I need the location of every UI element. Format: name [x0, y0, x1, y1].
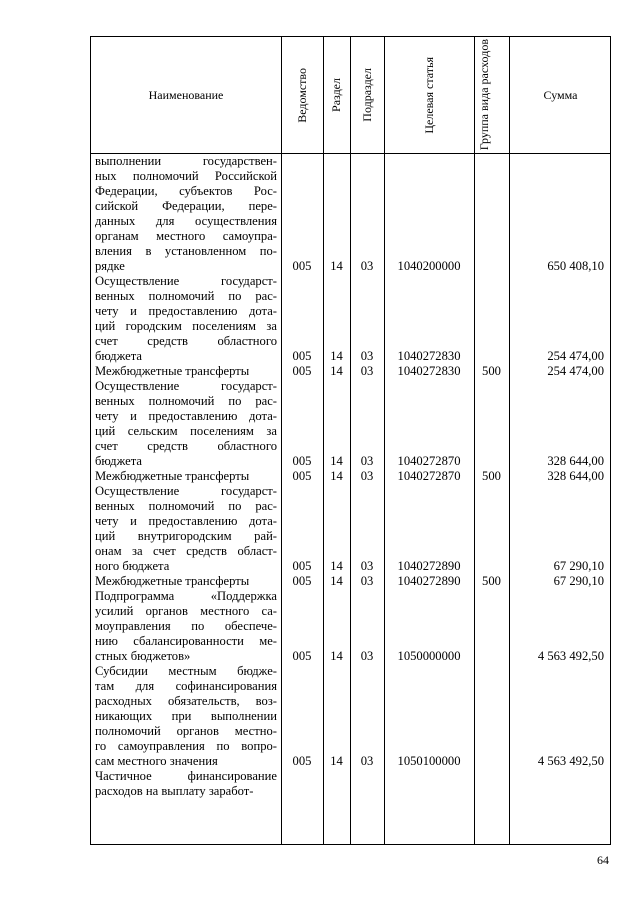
row-raz: 14	[330, 754, 343, 768]
row-name-line: онам за счет средств област-	[95, 544, 277, 558]
row-raz: 14	[330, 259, 343, 273]
row-name-line: ций внутригородским рай-	[95, 529, 277, 543]
row-name-line: Частичное финансирование	[95, 769, 277, 783]
row-name-line: никающих при выполнении	[95, 709, 277, 723]
row-name-line: расходов на выплату заработ-	[95, 784, 254, 798]
row-name	[91, 154, 281, 274]
row-name-line: венных полномочий по рас-	[95, 289, 277, 303]
row-name-line: Межбюджетные трансферты	[95, 364, 250, 378]
page-number: 64	[597, 853, 609, 867]
row-name-line: счет средств областного	[95, 334, 277, 348]
row-name-line: усилий органов местного са-	[95, 604, 277, 618]
row-name-line: Осуществление государст-	[95, 379, 277, 393]
row-name-line: Осуществление государст-	[95, 484, 277, 498]
row-name-line: ций сельским поселениям за	[95, 424, 277, 438]
row-ved: 005	[292, 754, 312, 768]
row-name-line: органам местного самоупра-	[95, 229, 277, 243]
row-ved: 005	[292, 259, 312, 273]
row-name-line: чету и предоставлению дота-	[95, 514, 277, 528]
header-podrazdel-label: Подраздел	[359, 68, 374, 122]
row-ved: 005	[292, 364, 312, 378]
row-raz: 14	[330, 469, 343, 483]
row-raz: 14	[330, 454, 343, 468]
header-razdel-label: Раздел	[329, 78, 343, 112]
row-sum: 650 408,10	[547, 259, 604, 273]
row-ved: 005	[292, 349, 312, 363]
row-grp: 500	[482, 469, 501, 483]
row-name	[91, 574, 281, 589]
row-ved: 005	[292, 574, 312, 588]
column-divider	[509, 37, 510, 844]
row-name-line: рядке	[95, 259, 125, 273]
column-divider	[474, 37, 475, 844]
row-ved: 005	[292, 649, 312, 663]
row-cel: 1040272830	[397, 364, 461, 378]
row-grp: 500	[482, 574, 501, 588]
row-name-line: бюджета	[95, 454, 142, 468]
row-pod: 03	[360, 364, 374, 378]
row-name-line: моуправления по обеспече-	[95, 619, 277, 633]
header-name-label: Наименование	[148, 87, 224, 102]
header-summa	[509, 37, 612, 153]
row-ved: 005	[292, 559, 312, 573]
header-vedomstvo	[281, 37, 323, 153]
row-pod: 03	[360, 259, 374, 273]
row-raz: 14	[330, 349, 343, 363]
column-divider	[384, 37, 385, 844]
row-pod: 03	[360, 754, 374, 768]
row-raz: 14	[330, 364, 343, 378]
row-sum: 67 290,10	[553, 559, 604, 573]
row-grp: 500	[482, 364, 501, 378]
row-cel: 1040272890	[397, 574, 461, 588]
column-divider	[323, 37, 324, 844]
row-name	[91, 589, 281, 664]
row-ved: 005	[292, 469, 312, 483]
header-name	[91, 37, 281, 153]
row-name-line: расходных обязательств, воз-	[95, 694, 277, 708]
row-name-line: бюджета	[95, 349, 142, 363]
header-razdel	[323, 37, 350, 153]
row-cel: 1040272830	[397, 349, 461, 363]
row-name-line: Федерации, субъектов Рос-	[95, 184, 277, 198]
row-name-line: венных полномочий по рас-	[95, 394, 277, 408]
row-name-line: нию сбалансированности ме-	[95, 634, 277, 648]
row-pod: 03	[360, 469, 374, 483]
row-name-line: сийской Федерации, пере-	[95, 199, 277, 213]
row-sum: 328 644,00	[547, 469, 604, 483]
row-cel: 1040200000	[397, 259, 461, 273]
column-divider	[281, 37, 282, 844]
row-name	[91, 664, 281, 769]
row-name-line: Осуществление государст-	[95, 274, 277, 288]
header-celevaya-label: Целевая статья	[421, 56, 436, 134]
row-name	[91, 769, 281, 799]
row-name-line: вления в установленном по-	[95, 244, 277, 258]
header-vedomstvo-label: Ведомство	[294, 67, 309, 123]
row-cel: 1040272870	[397, 454, 461, 468]
row-name-line: Межбюджетные трансферты	[95, 574, 250, 588]
row-raz: 14	[330, 649, 343, 663]
row-name-line: чету и предоставлению дота-	[95, 409, 277, 423]
row-cel: 1050000000	[397, 649, 461, 663]
row-name-line: данных для осуществления	[95, 214, 277, 228]
row-name-line: Субсидии местным бюдже-	[95, 664, 277, 678]
header-podrazdel	[350, 37, 384, 153]
row-pod: 03	[360, 574, 374, 588]
row-sum: 254 474,00	[547, 349, 604, 363]
row-ved: 005	[292, 454, 312, 468]
row-name-line: ных полномочий Российской	[95, 169, 277, 183]
row-name-line: стных бюджетов»	[95, 649, 191, 663]
row-raz: 14	[330, 559, 343, 573]
row-pod: 03	[360, 559, 374, 573]
row-name-line: ного бюджета	[95, 559, 170, 573]
row-name	[91, 484, 281, 574]
row-name-line: там для софинансирования	[95, 679, 277, 693]
row-name-line: Подпрограмма «Поддержка	[95, 589, 277, 603]
header-gruppa-label: Группа вида расходов	[476, 39, 491, 151]
row-name-line: Межбюджетные трансферты	[95, 469, 250, 483]
column-divider	[350, 37, 351, 844]
row-name-line: ций городским поселениям за	[95, 319, 277, 333]
row-name-line: полномочий органов местно-	[95, 724, 277, 738]
row-name	[91, 469, 281, 484]
row-name-line: сам местного значения	[95, 754, 218, 768]
row-name-line: венных полномочий по рас-	[95, 499, 277, 513]
row-name-line: счет средств областного	[95, 439, 277, 453]
row-raz: 14	[330, 574, 343, 588]
row-cel: 1050100000	[397, 754, 461, 768]
row-pod: 03	[360, 454, 374, 468]
row-name	[91, 379, 281, 469]
row-sum: 254 474,00	[547, 364, 604, 378]
row-cel: 1040272870	[397, 469, 461, 483]
row-name	[91, 364, 281, 379]
header-summa-label: Сумма	[543, 87, 578, 102]
row-sum: 4 563 492,50	[537, 649, 604, 663]
row-name-line: го самоуправления по вопро-	[95, 739, 277, 753]
row-name-line: чету и предоставлению дота-	[95, 304, 277, 318]
header-gruppa	[474, 37, 509, 153]
row-pod: 03	[360, 349, 374, 363]
row-sum: 4 563 492,50	[537, 754, 604, 768]
row-cel: 1040272890	[397, 559, 461, 573]
row-sum: 67 290,10	[553, 574, 604, 588]
budget-table	[90, 36, 611, 845]
row-name	[91, 274, 281, 364]
row-name-line: выполнении государствен-	[95, 154, 277, 168]
row-sum: 328 644,00	[547, 454, 604, 468]
row-pod: 03	[360, 649, 374, 663]
header-celevaya	[384, 37, 474, 153]
